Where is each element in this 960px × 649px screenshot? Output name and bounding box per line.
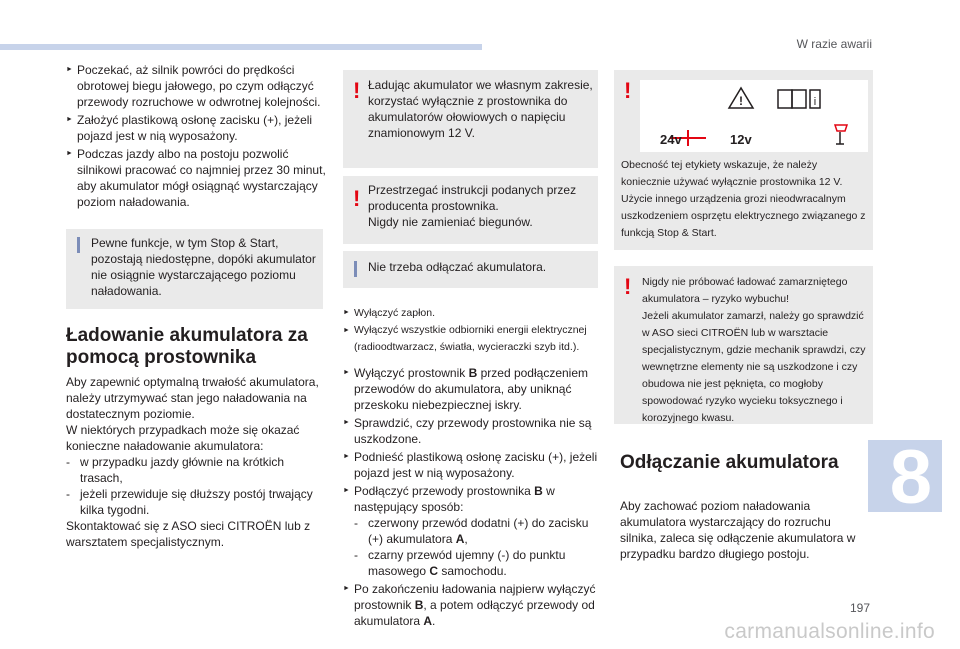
bullet-item: ► Podczas jazdy albo na postoju pozwolić silnikowi pracować co najmniej przez 30 minut, aby akumulator mógł osiągnąć wystarczający poziom naładowania. xyxy=(66,147,326,209)
label-12v: 12v xyxy=(730,132,752,147)
label-description: Obecność tej etykiety wskazuje, że należy koniecznie używać wyłącznie prostownika 12 V. Użycie innego urządzenia grozi nieodwracalnym uszkodzeniem osprzętu elektrycznego związanego z funkcją Stop & Start. xyxy=(621,159,866,239)
warning-box: ! Nigdy nie próbować ładować zamarzniętego akumulatora – ryzyko wybuchu! Jeżeli akumulator zamarzł, należy go sprawdzić w ASO sieci CITROËN lub w warsztacie specjalistycznym, gdzie mechanik sprawdzi, czy wewnętrzne elementy nie są uszkodzone i czy obudowa nie jest pęknięta, co mogłoby spowodować ryzyko wycieku toksycznego i korozyjnego kwasu. xyxy=(614,266,873,424)
svg-text:i: i xyxy=(813,96,817,108)
bullet-item: ► Podłączyć przewody prostownika B w następujący sposób: xyxy=(343,484,555,514)
bullet-item: ► Podnieść plastikową osłonę zacisku (+), jeżeli pojazd jest w nią wyposażony. xyxy=(343,450,598,480)
bullet-item: ► Wyłączyć prostownik B przed podłączeniem przewodów do akumulatora, aby uniknąć przeskoku niebezpiecznej iskry. xyxy=(343,366,588,412)
info-box: Nie trzeba odłączać akumulatora. xyxy=(343,251,598,288)
column-2-body xyxy=(343,306,601,631)
info-icon xyxy=(77,237,80,253)
column-3-body: Aby zachować poziom naładowania akumulatora wystarczający do rozruchu silnika, zaleca się odłączenie akumulatora w przypadku bardzo długiego postoju. xyxy=(620,499,856,561)
column-1 xyxy=(66,62,326,212)
dash-item: - w przypadku jazdy głównie na krótkich trasach, xyxy=(66,455,285,485)
bullet-item: ► Sprawdzić, czy przewody prostownika nie są uszkodzone. xyxy=(343,416,592,446)
bullet-item: ► Wyłączyć zapłon. xyxy=(343,307,436,319)
section-title: W razie awarii xyxy=(796,37,872,51)
header-bar xyxy=(0,44,482,50)
warning-box: ! Ładując akumulator we własnym zakresie, korzystać wyłącznie z prostownika do akumulatorów ołowiowych o napięciu znamionowym 12 V. xyxy=(343,70,598,168)
bullet-item: ► Założyć plastikową osłonę zacisku (+), jeżeli pojazd jest w nią wyposażony. xyxy=(66,113,313,143)
bullet-item: ► Po zakończeniu ładowania najpierw wyłączyć prostownik B, a potem odłączyć przewody od akumulatora A. xyxy=(343,582,596,628)
dash-item: - jeżeli przewiduje się dłuższy postój trwający kilka tygodni. xyxy=(66,487,313,517)
info-icon xyxy=(354,261,357,277)
info-box: Pewne funkcje, w tym Stop & Start, pozostają niedostępne, dopóki akumulator nie osiągnie wystarczającego poziomu naładowania. xyxy=(66,229,323,309)
label-24v: 24v xyxy=(660,132,682,147)
section-heading: Ładowanie akumulatora za pomocą prostownika xyxy=(66,325,308,368)
dash-item: - czerwony przewód dodatni (+) do zacisku (+) akumulatora A, xyxy=(354,516,589,546)
section-heading: Odłączanie akumulatora xyxy=(620,452,839,473)
svg-text:!: ! xyxy=(739,94,743,108)
warning-box: ! Przestrzegać instrukcji podanych przez producenta prostownika. Nigdy nie zamieniać biegunów. xyxy=(343,176,598,244)
chapter-tab xyxy=(868,435,942,520)
dash-item: - czarny przewód ujemny (-) do punktu masowego C samochodu. xyxy=(354,548,566,578)
warning-icon: ! xyxy=(353,78,361,103)
label-warning-box xyxy=(614,70,873,250)
warning-icon: ! xyxy=(624,78,632,103)
warning-icon: ! xyxy=(353,186,361,211)
chapter-number: 8 xyxy=(889,435,932,520)
page-number: 197 xyxy=(849,601,870,615)
column-1-body: Aby zapewnić optymalną trwałość akumulatora, należy utrzymywać stan jego naładowania na dostatecznym poziomie. W niektórych przypadkach może się okazać konieczne naładowanie akumulatora: - w przypadku jazdy głównie na krótkich trasach, - jeżeli przewiduje się dłuższy postój trwający kilka tygodni. Skontaktować się z ASO sieci CITROËN lub z warsztatem specjalistycznym. xyxy=(66,374,328,550)
warning-icon: ! xyxy=(624,274,632,299)
bullet-item: ► Wyłączyć wszystkie odbiorniki energii elektrycznej (radioodtwarzacz, światła, wycieraczki szyb itd.). xyxy=(343,324,587,353)
bullet-item: ► Poczekać, aż silnik powróci do prędkości obrotowej biegu jałowego, po czym odłączyć przewody rozruchowe w odwrotnej kolejności. xyxy=(66,63,321,109)
watermark: carmanualsonline.info xyxy=(724,620,935,643)
